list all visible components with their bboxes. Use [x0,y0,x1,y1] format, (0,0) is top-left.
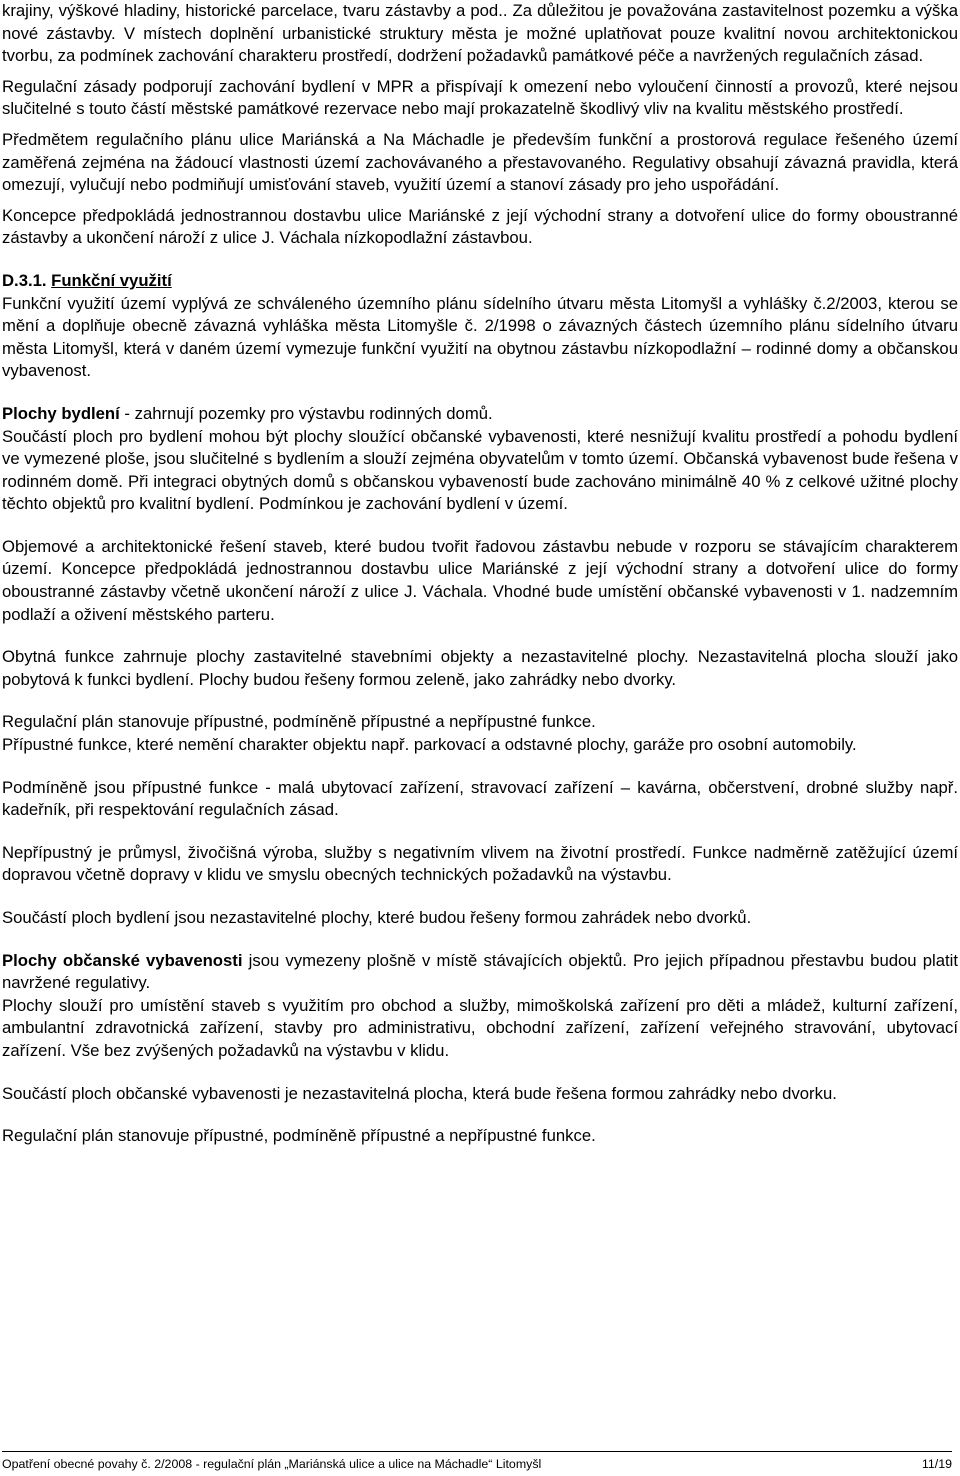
section-number: D.3.1. [2,270,47,290]
paragraph: Obytná funkce zahrnuje plochy zastavitelné stavebními objekty a nezastavitelné plochy. Nezastavitelná plocha slouží jako pobytová k funkci bydlení. Plochy budou řešeny formou zeleně, jako zahrádky nebo dvorky. [2,647,958,689]
paragraph: Nepřípustný je průmysl, živočišná výroba, služby s negativním vlivem na životní prostředí. Funkce nadměrně zatěžující území dopravou včetně dopravy v klidu ve smyslu obecných technických požadavků na výstavbu. [2,842,958,885]
section-heading [0,270,960,293]
paragraph: Plochy slouží pro umístění staveb s využitím pro obchod a služby, mimoškolská zařízení pro děti a mládež, kulturní zařízení, ambulantní zdravotnická zařízení, stavby pro administrativu, obchodní zařízení, zařízení veřejného stravování, ubytovací zařízení. Vše bez zvýšených požadavků na výstavbu v klidu. [2,995,958,1060]
page-number: 11/19 [921,1457,952,1471]
paragraph: Objemové a architektonické řešení staveb, které budou tvořit řadovou zástavbu nebude v rozporu se stávajícím charakterem území. Koncepce předpokládá jednostrannou dostavbu ulice Mariánské z její východní strany a dotvoření ulice do formy oboustranné zástavby včetně ukončení nároží z ulice J. Váchala. Vhodné bude umístění občanské vybavenosti v 1. nadzemním podlaží a oživení městského parteru. [2,536,958,624]
paragraph: Funkční využití území vyplývá ze schváleného územního plánu sídelního útvaru města Litomyšl a vyhlášky č.2/2003, kterou se mění a doplňuje obecně závazná vyhláška města Litomyšle č. 2/1998 o závazných částech územního plánu sídelního útvaru města Litomyšl, která v daném území vymezuje funkční využití na obytnou zástavbu nízkopodlažní – rodinné domy a občanskou vybavenost. [2,293,958,381]
paragraph: Součástí ploch občanské vybavenosti je nezastavitelná plocha, která bude řešena formou zahrádky nebo dvorku. [2,1083,837,1103]
paragraph: Regulační plán stanovuje přípustné, podmíněně přípustné a nepřípustné funkce. [2,1126,596,1146]
footer-title: Opatření obecné povahy č. 2/2008 - regulační plán „Mariánská ulice a ulice na Máchadle“ Litomyšl [2,1457,542,1471]
page-footer [2,1451,952,1472]
paragraph: Předmětem regulačního plánu ulice Mariánská a Na Máchadle je především funkční a prostorová regulace řešeného území zaměřená zejména na žádoucí vlastnosti území zachovávaného a přestavovaného. Regulativy obsahují závazná pravidla, která omezují, vylučují nebo podmiňují umisťování staveb, využití území a stanoví zásady pro jeho uspořádání. [2,129,958,195]
paragraph: Součástí ploch bydlení jsou nezastavitelné plochy, které budou řešeny formou zahrádek nebo dvorků. [2,908,752,927]
paragraph: Podmíněně jsou přípustné funkce - malá ubytovací zařízení, stravovací zařízení – kavárna, občerstvení, drobné služby např. kadeřník, při respektování regulačních zásad. [2,777,958,820]
paragraph: Regulační zásady podporují zachování bydlení v MPR a přispívají k omezení nebo vyloučení činností a provozů, které nejsou slučitelné s touto částí městské památkové rezervace nebo mají prokazatelně škodlivý vliv na kvalitu městského prostředí. [2,76,958,119]
term-definition: - zahrnují pozemky pro výstavbu rodinných domů. [119,403,493,423]
paragraph: Přípustné funkce, které nemění charakter objektu např. parkovací a odstavné plochy, garáže pro osobní automobily. [2,735,857,755]
term-definition: jsou vymezeny plošně v místě stávajících objektů. Pro jejich případnou přestavbu budou platit navržené regulativy. [2,950,958,993]
paragraph: Součástí ploch pro bydlení mohou být plochy sloužící občanské vybavenosti, které nesnižují kvalitu prostředí a pohodu bydlení ve vymezené ploše, jsou slučitelné s bydlením a slouží zejména obyvatelům v tomto území. Občanská vybavenost bude řešena v rodinném domě. Při integraci obytných domů s občanskou vybaveností bude zachováno minimálně 40 % z celkové užitné plochy těchto objektů pro kvalitní bydlení. Podmínkou je zachování bydlení v území. [2,426,958,514]
paragraph: Regulační plán stanovuje přípustné, podmíněně přípustné a nepřípustné funkce. [2,712,596,732]
term-plochy-bydleni: Plochy bydlení [2,403,120,423]
paragraph-plochy-bydleni [0,403,960,426]
paragraph: krajiny, výškové hladiny, historické parcelace, tvaru zástavby a pod.. Za důležitou je považována zastavitelnost pozemku a výška nové zástavby. V místech doplnění urbanistické struktury města je možné uplatňovat pouze kvalitní novou architektonickou tvorbu, za podmínek zachování charakteru prostředí, dodržení požadavků památkové péče a navržených regulačních zásad. [2,1,958,66]
paragraph: Koncepce předpokládá jednostrannou dostavbu ulice Mariánské z její východní strany a dotvoření ulice do formy oboustranné zástavby a ukončení nároží z ulice J. Váchala nízkopodlažní zástavbou. [2,205,958,248]
paragraph-plochy-obcanske-vybavenosti [0,950,960,995]
term-plochy-obcanske-vybavenosti: Plochy občanské vybavenosti [2,950,243,970]
section-title: Funkční využití [51,270,172,290]
